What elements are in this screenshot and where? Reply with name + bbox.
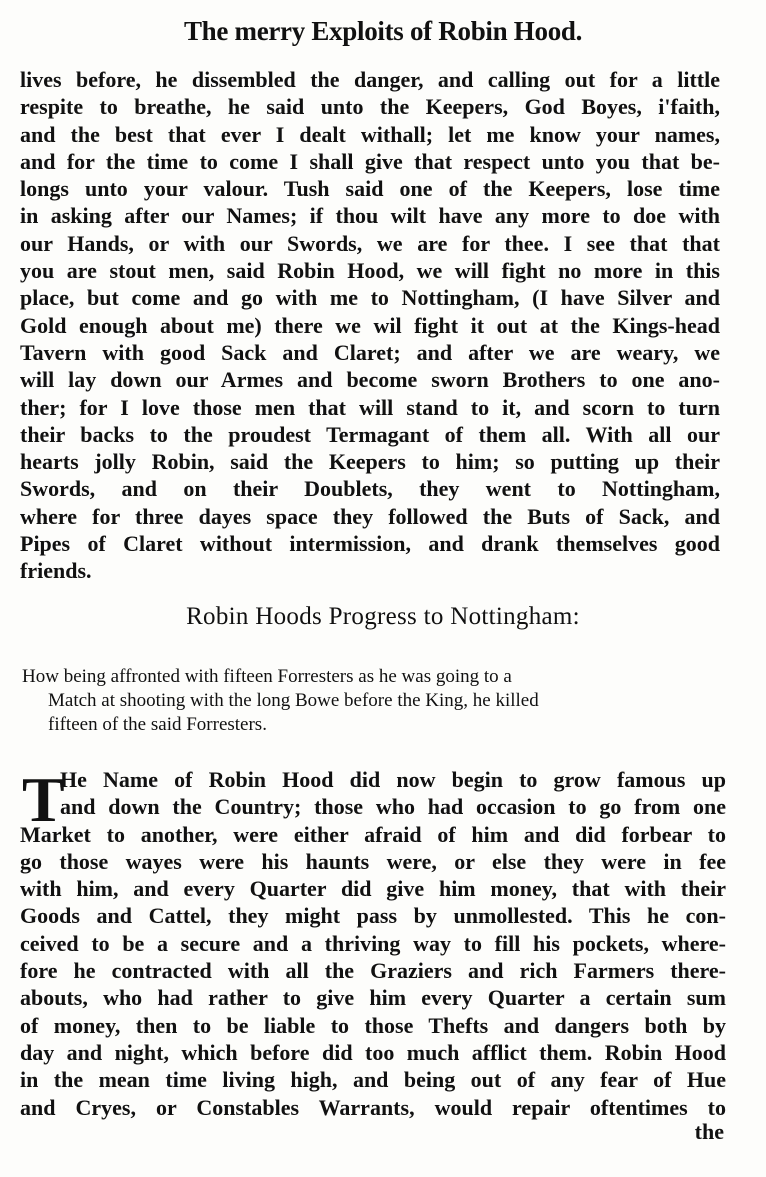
text-line: longs unto your valour. Tush said one of the Keepers, lose time	[20, 176, 720, 202]
text-line: go those wayes were his haunts were, or else they were in fee	[20, 848, 726, 874]
text-line: He Name of Robin Hood did now begin to grow famous up	[60, 767, 726, 792]
text-line: Goods and Cattel, they might pass by unmollested. This he con-	[20, 903, 726, 929]
text-line: of money, then to be liable to those Thefts and dangers both by	[20, 1012, 726, 1038]
chapter-summary	[22, 665, 722, 737]
text-line: lives before, he dissembled the danger, and calling out for a little	[20, 67, 720, 92]
text-line: and Cryes, or Constables Warrants, would repair oftentimes to	[20, 1094, 726, 1120]
text-line: will lay down our Armes and become sworn Brothers to one ano-	[20, 367, 720, 393]
text-line: place, but come and go with me to Nottingham, (I have Silver and	[20, 285, 720, 311]
chapter-paragraph	[20, 766, 726, 1121]
text-line: and for the time to come I shall give that respect unto you that be-	[20, 148, 720, 174]
text-line: Gold enough about me) there we wil fight it out at the Kings-head	[20, 312, 720, 338]
text-line: where for three dayes space they followed the Buts of Sack, and	[20, 503, 720, 529]
text-line: friends.	[20, 558, 92, 584]
summary-line: How being affronted with fifteen Forresters as he was going to a	[22, 666, 512, 687]
text-line: Pipes of Claret without intermission, and drank themselves good	[20, 531, 720, 557]
text-line: Tavern with good Sack and Claret; and after we are weary, we	[20, 339, 720, 365]
text-line: Swords, and on their Doublets, they went to Nottingham,	[20, 476, 720, 502]
drop-cap: T	[22, 764, 65, 835]
text-line: in asking after our Names; if thou wilt have any more to doe with	[20, 203, 720, 229]
summary-line: fifteen of the said Forresters.	[48, 714, 267, 735]
text-line: day and night, which before did too much afflict them. Robin Hood	[20, 1039, 726, 1065]
text-line: our Hands, or with our Swords, we are for thee. I see that that	[20, 230, 720, 256]
running-head: The merry Exploits of Robin Hood.	[183, 16, 583, 46]
text-line: fore he contracted with all the Graziers and rich Farmers there-	[20, 958, 726, 984]
top-paragraph	[20, 66, 720, 585]
text-line: and the best that ever I dealt withall; let me know your names,	[20, 121, 720, 147]
text-line: Market to another, were either afraid of him and did forbear to	[20, 821, 726, 847]
summary-line: Match at shooting with the long Bowe before the King, he killed	[48, 690, 539, 711]
text-line: and down the Country; those who had occasion to go from one	[60, 794, 726, 820]
text-line: their backs to the proudest Termagant of them all. With all our	[20, 421, 720, 447]
text-line: with him, and every Quarter did give him money, that with their	[20, 876, 726, 902]
text-line: hearts jolly Robin, said the Keepers to him; so putting up their	[20, 449, 720, 475]
text-line: you are stout men, said Robin Hood, we will fight no more in this	[20, 258, 720, 284]
text-line: ther; for I love those men that will stand to it, and scorn to turn	[20, 394, 720, 420]
text-line: respite to breathe, he said unto the Keepers, God Boyes, i'faith,	[20, 94, 720, 120]
text-line: abouts, who had rather to give him every Quarter a certain sum	[20, 985, 726, 1011]
section-title: Robin Hoods Progress to Nottingham:	[186, 603, 580, 630]
catchword: the	[694, 1119, 724, 1144]
text-line: in the mean time living high, and being out of any fear of Hue	[20, 1067, 726, 1093]
text-line: ceived to be a secure and a thriving way to fill his pockets, where-	[20, 930, 726, 956]
